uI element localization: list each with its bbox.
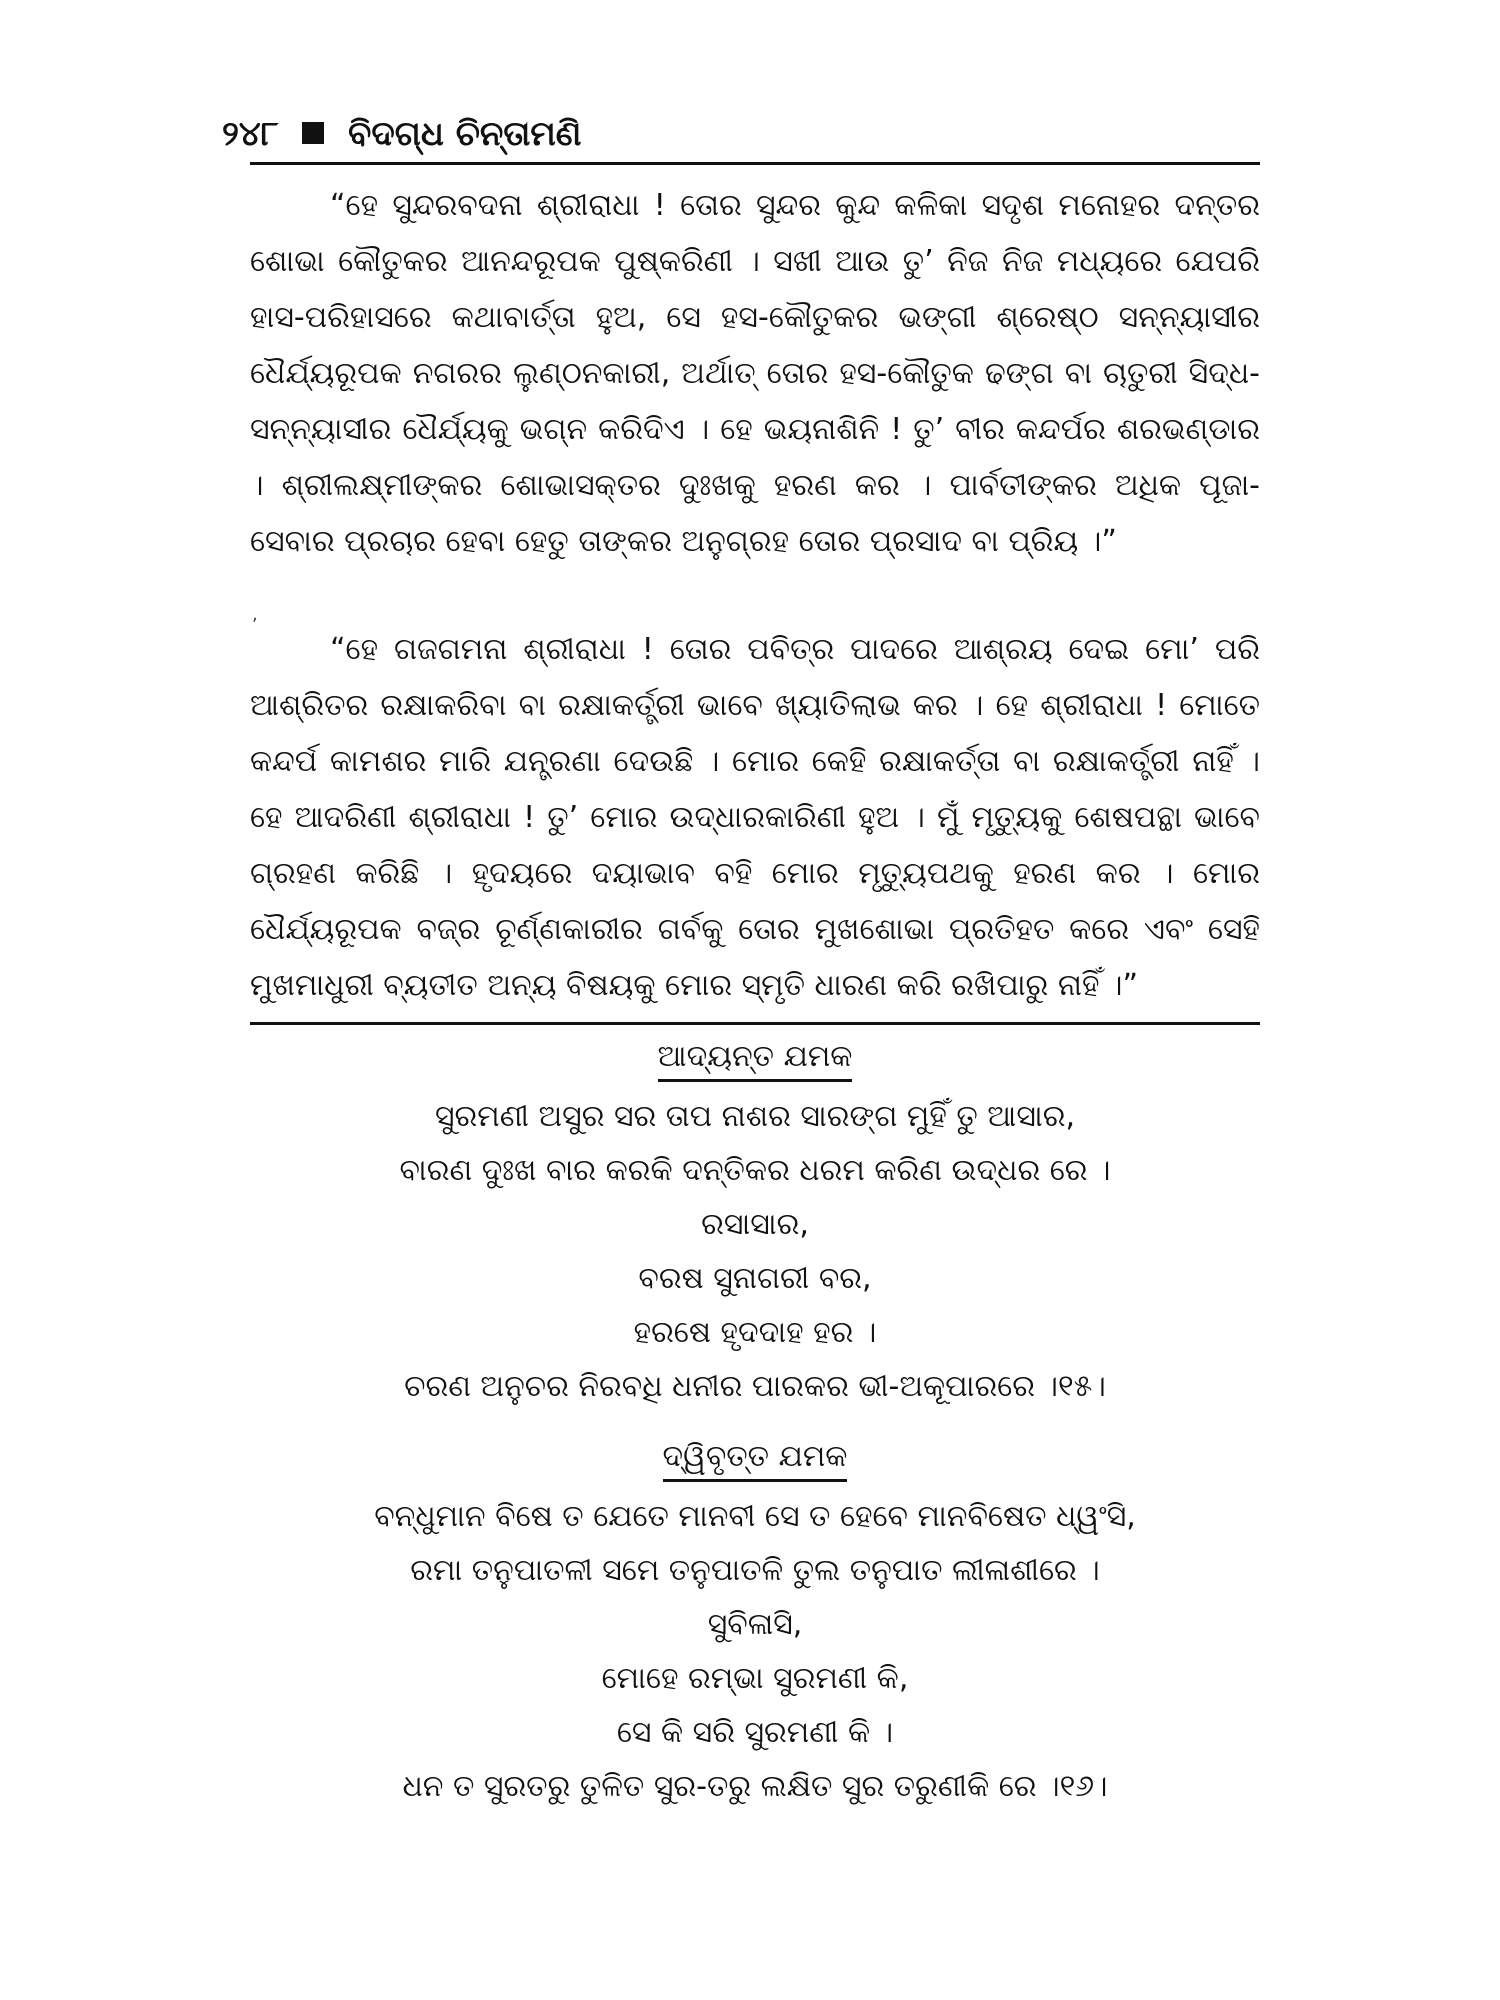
verse-line: ସୁବିଳାସି, bbox=[707, 1607, 803, 1642]
verse-line: ବାରଣ ଦୁଃଖ ବାର କରକି ଦନ୍ତିକର ଧରମ କରିଣ ଉଦ୍ଧର ରେ । bbox=[399, 1153, 1111, 1188]
verse-line: ହରଷେ ହୃଦଦାହ ହର । bbox=[633, 1315, 877, 1350]
verse-line: ସୁରମଣୀ ଅସୁର ସର ତାପ ନାଶର ସାରଙ୍ଗ ମୁହିଁ ତୁ ଆସାର, bbox=[434, 1099, 1076, 1134]
prose-block-2 bbox=[250, 622, 1260, 1014]
book-title: ବିଦଗ୍ଧ ଚିନ୍ତାମଣି bbox=[348, 114, 582, 154]
section-divider bbox=[250, 1022, 1260, 1025]
verse-line: ରମା ତନୁପାତଳୀ ସମେ ତନୁପାତଳି ତୁଲ ତନୁପାତ ଲୀଳାଶୀରେ । bbox=[410, 1553, 1100, 1588]
verse-line: ବନ୍ଧୁମାନ ବିଷେ ତ ଯେତେ ମାନବୀ ସେ ତ ହେବେ ମାନବିଷେତ ଧ୍ୱଂସି, bbox=[374, 1499, 1136, 1534]
verse-section-1 bbox=[250, 1030, 1260, 1414]
page-header bbox=[222, 108, 1262, 160]
verse-line: ଧନ ତ ସୁରତରୁ ତୁଳିତ ସୁର-ତରୁ ଲକ୍ଷିତ ସୁର ତରୁଣୀକି ରେ ।୧୬। bbox=[402, 1769, 1108, 1804]
page-number: ୨୪୮ bbox=[222, 114, 279, 154]
separator-square-icon bbox=[302, 122, 324, 144]
verse-line: ବରଷ ସୁନାଗରୀ ବର, bbox=[638, 1261, 872, 1296]
paragraph-2: “ହେ ଗଜଗମନା ଶ୍ରୀରାଧା ! ତୋର ପବିତ୍ର ପାଦରେ ଆଶ୍ରୟ ଦେଇ ମୋ’ ପରି ଆଶ୍ରିତର ରକ୍ଷାକରିବା ବା ରକ୍ଷାକର୍ତ୍ତ୍ରୀ ଭାବେ ଖ୍ୟାତିଲାଭ କର । ହେ ଶ୍ରୀରାଧା ! ମୋତେ କନ୍ଦର୍ପ କାମଶର ମାରି ଯନ୍ତ୍ରଣା ଦେଉଛି । ମୋର କେହି ରକ୍ଷାକର୍ତ୍ତା ବା ରକ୍ଷାକର୍ତ୍ତ୍ରୀ ନାହିଁ । ହେ ଆଦରିଣୀ ଶ୍ରୀରାଧା ! ତୁ’ ମୋର ଉଦ୍ଧାରକାରିଣୀ ହୁଅ । ମୁଁ ମୃତ୍ୟୁକୁ ଶେଷପନ୍ଥା ଭାବେ ଗ୍ରହଣ କରିଛି । ହୃଦୟରେ ଦୟାଭାବ ବହି ମୋର ମୃତ୍ୟୁପଥକୁ ହରଣ କର । ମୋର ଧୈର୍ଯ୍ୟରୂପକ ବଜ୍ର ଚୂର୍ଣ୍ଣକାରୀର ଗର୍ବକୁ ତୋର ମୁଖଶୋଭା ପ୍ରତିହତ କରେ ଏବଂ ସେହି ମୁଖମାଧୁରୀ ବ୍ୟତୀତ ଅନ୍ୟ ବିଷୟକୁ ମୋର ସ୍ମୃତି ଧାରଣ କରି ରଖିପାରୁ ନାହିଁ ।” bbox=[250, 632, 1260, 1003]
verse-section-2 bbox=[250, 1430, 1260, 1814]
prose-block-1 bbox=[250, 178, 1260, 570]
verse-line: ମୋହେ ରମ୍ଭା ସୁରମଣୀ କି, bbox=[601, 1661, 909, 1696]
verse-line: ରସାସାର, bbox=[701, 1207, 809, 1242]
verse-heading-1: ଆଦ୍ୟନ୍ତ ଯମକ bbox=[658, 1035, 853, 1082]
verse-heading-2: ଦ୍ୱିବୃତ୍ତ ଯମକ bbox=[663, 1435, 848, 1482]
verse-line: ଚରଣ ଅନୁଚର ନିରବଧି ଧନୀର ପାରକର ଭୀ-ଅକୂପାରରେ ।୧୫। bbox=[404, 1369, 1106, 1404]
header-divider bbox=[250, 162, 1260, 165]
verse-line: ସେ କି ସରି ସୁରମଣୀ କି । bbox=[616, 1715, 894, 1750]
stray-mark: , bbox=[252, 604, 258, 625]
paragraph-1: “ହେ ସୁନ୍ଦରବଦନା ଶ୍ରୀରାଧା ! ତୋର ସୁନ୍ଦର କୁନ୍ଦ କଳିକା ସଦୃଶ ମନୋହର ଦନ୍ତର ଶୋଭା କୌତୁକର ଆନନ୍ଦରୂପକ ପୁଷ୍କରିଣୀ । ସଖୀ ଆଉ ତୁ’ ନିଜ ନିଜ ମଧ୍ୟରେ ଯେପରି ହାସ-ପରିହାସରେ କଥାବାର୍ତ୍ତା ହୁଅ, ସେ ହସ-କୌତୁକର ଭଙ୍ଗୀ ଶ୍ରେଷ୍ଠ ସନ୍ନ୍ୟାସୀର ଧୈର୍ଯ୍ୟରୂପକ ନଗରର ଲୁଣ୍ଠନକାରୀ, ଅର୍ଥାତ୍ ତୋର ହସ-କୌତୁକ ଢଙ୍ଗ ବା ଚାତୁରୀ ସିଦ୍ଧ-ସନ୍ନ୍ୟାସୀର ଧୈର୍ଯ୍ୟକୁ ଭଗ୍ନ କରିଦିଏ । ହେ ଭୟନାଶିନି ! ତୁ’ ବୀର କନ୍ଦର୍ପର ଶରଭଣ୍ଡାର । ଶ୍ରୀଲକ୍ଷ୍ମୀଙ୍କର ଶୋଭାସକ୍ତର ଦୁଃଖକୁ ହରଣ କର । ପାର୍ବତୀଙ୍କର ଅଧିକ ପୂଜା-ସେବାର ପ୍ରଚାର ହେବା ହେତୁ ତାଙ୍କର ଅନୁଗ୍ରହ ତୋର ପ୍ରସାଦ ବା ପ୍ରିୟ ।” bbox=[250, 188, 1260, 559]
